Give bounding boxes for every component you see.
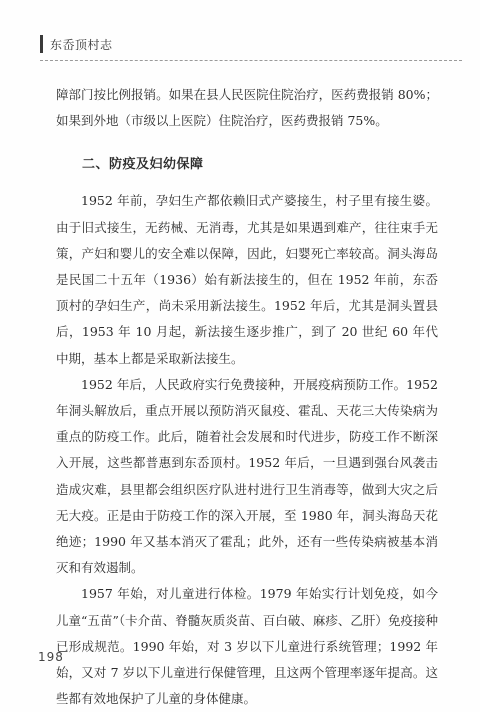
intro-paragraph: 障部门按比例报销。如果在县人民医院住院治疗，医药费报销 80%；如果到外地（市级以上医院）住院治疗，医药费报销 75%。: [56, 87, 438, 129]
running-header: [40, 34, 113, 54]
page-body: [56, 82, 438, 712]
book-title: 东岙顶村志: [50, 37, 113, 52]
section-heading: 二、防疫及妇幼保障: [82, 157, 204, 173]
paragraph-childbirth: 1952 年前，孕妇生产都依赖旧式产婆接生，村子里有接生婆。由于旧式接生，无药械、无消毒，尤其是如果遇到难产，往往束手无策，产妇和婴儿的安全难以保障，因此，妇婴死亡率较高。洞头海岛是民国二十五年（1936）始有新法接生的，但在 1952 年前，东岙顶村的孕妇生产，尚未采用新法接生。1952 年后，尤其是洞头置县后，1953 年 10 月起，新法接生逐步推广，到了 20 世纪 60 年代中期，基本上都是采取新法接生。: [56, 193, 438, 366]
paragraph-child-health: 1957 年始，对儿童进行体检。1979 年始实行计划免疫，如今儿童“五苗”（卡介苗、脊髓灰质炎苗、百白破、麻疹、乙肝）免疫接种已形成规范。1990 年始，对 3 岁以下儿童进行系统管理；1992 年始，又对 7 岁以下儿童进行保健管理，且这两个管理率逐年提高。这些都有效地保护了儿童的身体健康。: [56, 586, 438, 707]
header-marker-bar: [40, 35, 43, 53]
page-number: 198: [38, 650, 64, 664]
paragraph-epidemic-prevention: 1952 年后，人民政府实行免费接种，开展疫病预防工作。1952 年洞头解放后，重点开展以预防消灭鼠疫、霍乱、天花三大传染病为重点的防疫工作。此后，随着社会发展和时代进步，防疫工作不断深入开展，这些都普惠到东岙顶村。1952 年后，一旦遇到强台风袭击造成灾难，县里都会组织医疗队进村进行卫生消毒等，做到大灾之后无大疫。正是由于防疫工作的深入开展，至 1980 年，洞头海岛天花绝迹；1990 年又基本消灭了霍乱；此外，还有一些传染病被基本消灭和有效遏制。: [56, 376, 438, 576]
header-divider: [40, 60, 462, 61]
